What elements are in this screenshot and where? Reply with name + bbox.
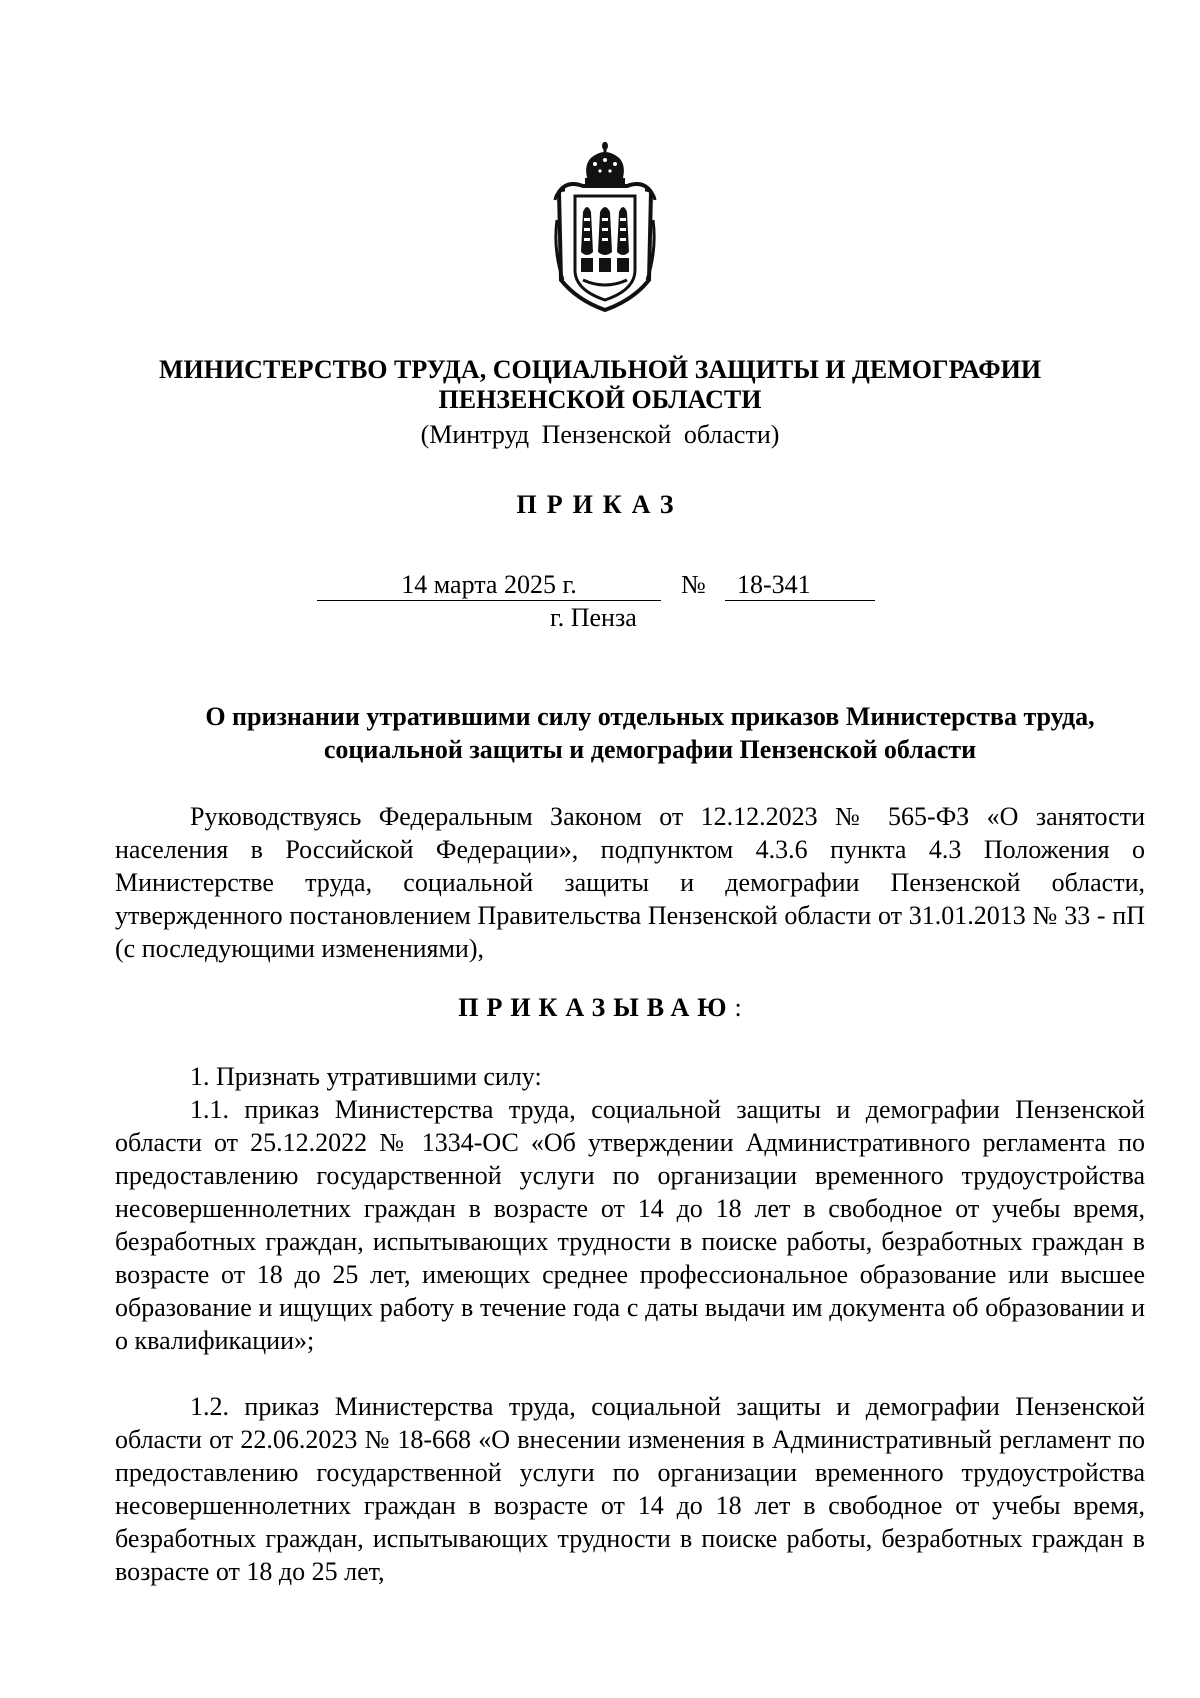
- ministry-short-name: (Минтруд Пензенской области): [420, 420, 780, 449]
- order-heading: [0, 993, 1200, 1023]
- number-sign: №: [681, 570, 706, 599]
- item-1-1: 1.1. приказ Министерства труда, социальной защиты и демографии Пензенской области от 25.12.2022 № 1334-ОС «Об утверждении Административного регламента по предоставлению государственной услуги по организации временного трудоустройства несовершеннолетних граждан в возрасте от 14 до 18 лет в свободное от учебы время, безработных граждан, испытывающих трудности в поиске работы, безработных граждан в возрасте от 18 до 25 лет, имеющих среднее профессиональное образование или высшее образование и ищущих работу в течение года с даты выдачи им документа об образовании и о квалификации»;: [115, 1095, 1145, 1355]
- document-number: 18-341: [725, 570, 875, 601]
- document-date: 14 марта 2025 г.: [317, 570, 661, 601]
- item-1-2: 1.2. приказ Министерства труда, социальной защиты и демографии Пензенской области от 22.06.2023 № 18-668 «О внесении изменения в Административный регламент по предоставлению государственной услуги по организации временного трудоустройства несовершеннолетних граждан в возрасте от 14 до 18 лет в свободное от учебы время, безработных граждан, испытывающих трудности в поиске работы, безработных граждан в возрасте от 18 до 25 лет,: [115, 1392, 1145, 1586]
- document-subject: О признании утратившими силу отдельных приказов Министерства труда, социальной защиты и демографии Пензенской области: [205, 702, 1095, 764]
- ministry-name-line1: МИНИСТЕРСТВО ТРУДА, СОЦИАЛЬНОЙ ЗАЩИТЫ И ДЕМОГРАФИИ: [158, 355, 1042, 384]
- ministry-name-line2: ПЕНЗЕНСКОЙ ОБЛАСТИ: [438, 385, 762, 414]
- order-word: ПРИКАЗЫВАЮ: [458, 993, 735, 1022]
- item-1: 1. Признать утратившими силу:: [190, 1062, 542, 1091]
- document-type: ПРИКАЗ: [516, 490, 684, 519]
- order-colon: :: [734, 993, 742, 1022]
- document-city: г. Пенза: [550, 603, 637, 632]
- basis-paragraph: Руководствуясь Федеральным Законом от 12.12.2023 № 565-ФЗ «О занятости населения в Российской Федерации», подпунктом 4.3.6 пункта 4.3 Положения о Министерстве труда, социальной защиты и демографии Пензенской области, утвержденного постановлением Правительства Пензенской области от 31.01.2013 № 33 - пП (с последующими изменениями),: [115, 802, 1145, 963]
- penza-region-coat-of-arms-icon: [553, 140, 657, 312]
